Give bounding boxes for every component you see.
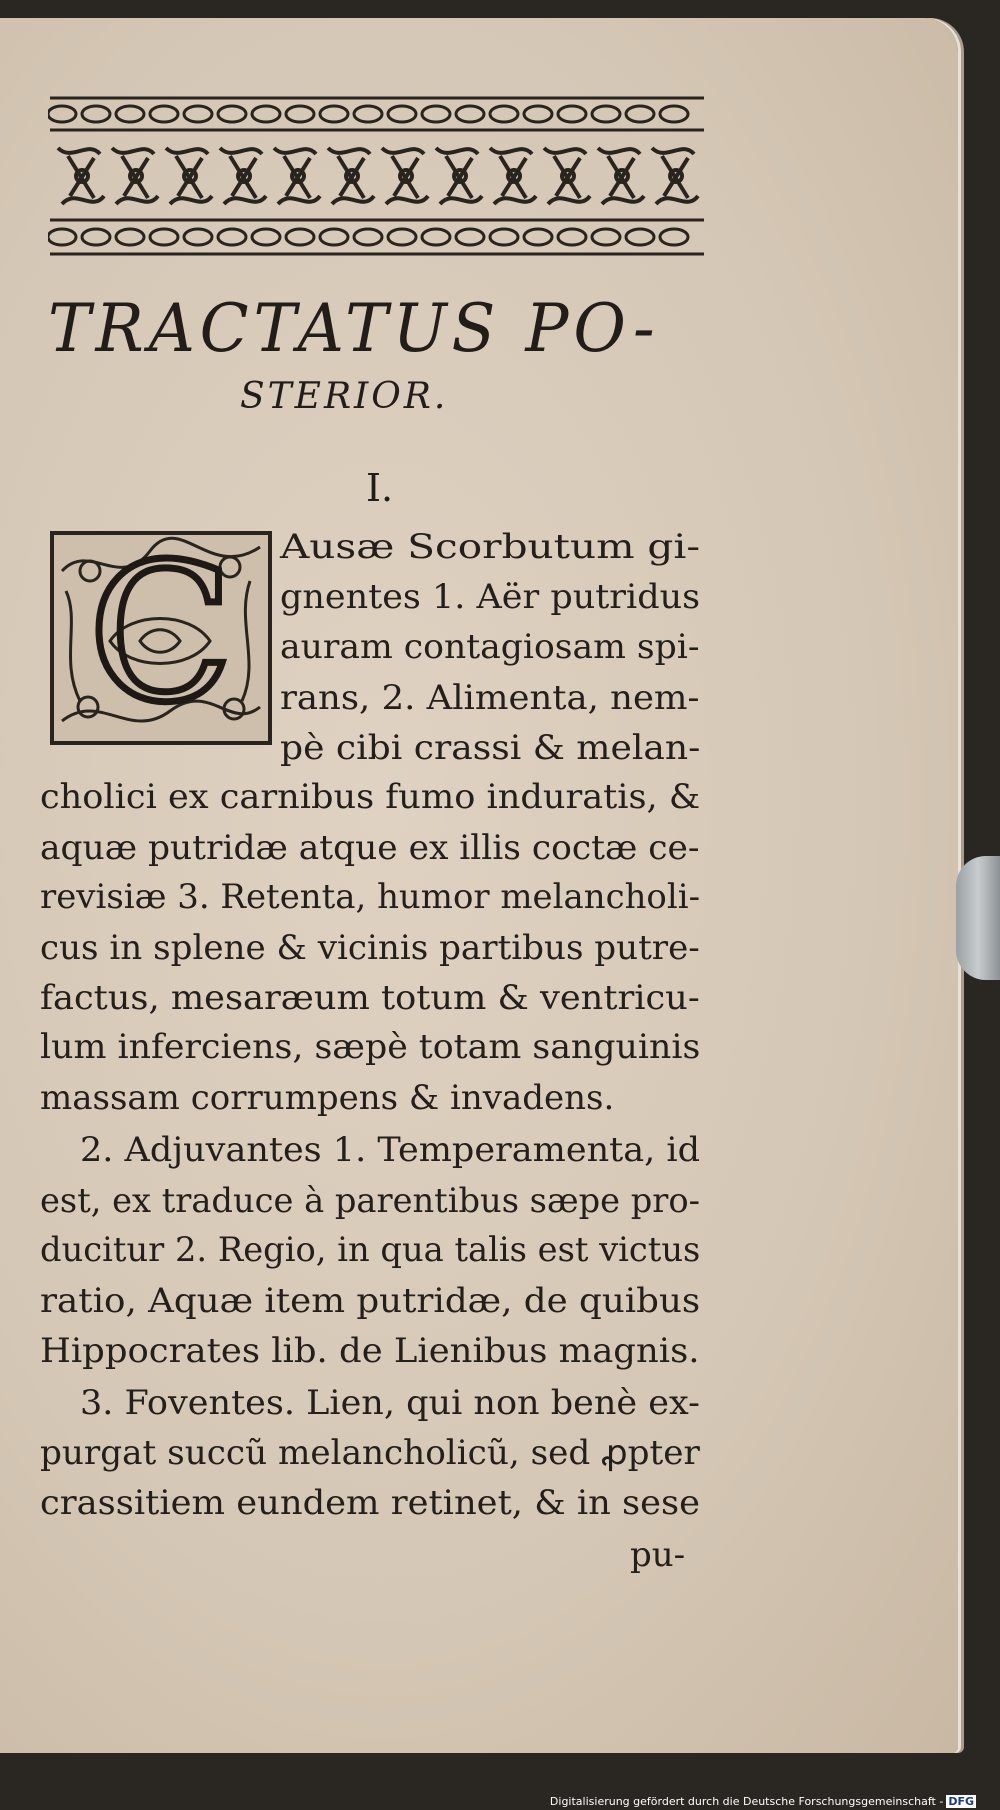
text-line: rans, 2. Alimenta, nem- — [280, 678, 700, 718]
text-line: ducitur 2. Regio, in qua talis est victus — [40, 1230, 701, 1270]
drop-cap-letter: C — [88, 531, 234, 744]
digitization-credit — [550, 1795, 976, 1808]
decorated-initial-c — [50, 531, 272, 745]
credit-text: Digitalisierung gefördert durch die Deutsche Forschungsgemeinschaft - — [549, 1795, 944, 1808]
text-line: cholici ex carnibus fumo induratis, & — [40, 777, 701, 817]
text-line: 3. Foventes. Lien, qui non benè ex- — [80, 1383, 700, 1423]
text-line: factus, mesaræum totum & ventricu- — [40, 978, 700, 1018]
ornamental-headpiece — [48, 96, 706, 264]
text-line: ratio, Aquæ item putridæ, de quibus — [40, 1281, 701, 1321]
text-line: cus in splene & vicinis partibus putre- — [40, 928, 700, 968]
text-line: lum inferciens, sæpè totam sanguinis — [40, 1027, 701, 1067]
dfg-logo: DFG — [948, 1795, 974, 1808]
treatise-title-continued: STERIOR. — [240, 376, 449, 417]
text-line: crassitiem eundem retinet, & in sese — [40, 1483, 701, 1523]
catchword: pu- — [630, 1535, 686, 1575]
text-line: pè cibi crassi & melan- — [280, 728, 701, 768]
text-line: aquæ putridæ atque ex illis coctæ ce- — [40, 828, 700, 868]
text-line: auram contagiosam spi- — [280, 627, 700, 667]
text-line: Hippocrates lib. de Lienibus magnis. — [40, 1331, 700, 1371]
text-line: purgat succũ melancholicũ, sed ꝓpter — [40, 1433, 700, 1473]
treatise-title: TRACTATUS PO- — [48, 290, 660, 367]
text-line: gnentes 1. Aër putridus — [280, 577, 701, 617]
page-clamp — [956, 856, 1000, 980]
text-line: 2. Adjuvantes 1. Temperamenta, id — [80, 1130, 700, 1170]
section-number: I. — [366, 466, 394, 510]
text-line: est, ex traduce à parentibus sæpe pro- — [40, 1181, 701, 1221]
text-line: massam corrumpens & invadens. — [40, 1078, 615, 1118]
book-page — [0, 18, 958, 1753]
text-line: Ausæ Scorbutum gi- — [280, 527, 701, 567]
text-line: revisiæ 3. Retenta, humor melancholi- — [40, 877, 701, 917]
